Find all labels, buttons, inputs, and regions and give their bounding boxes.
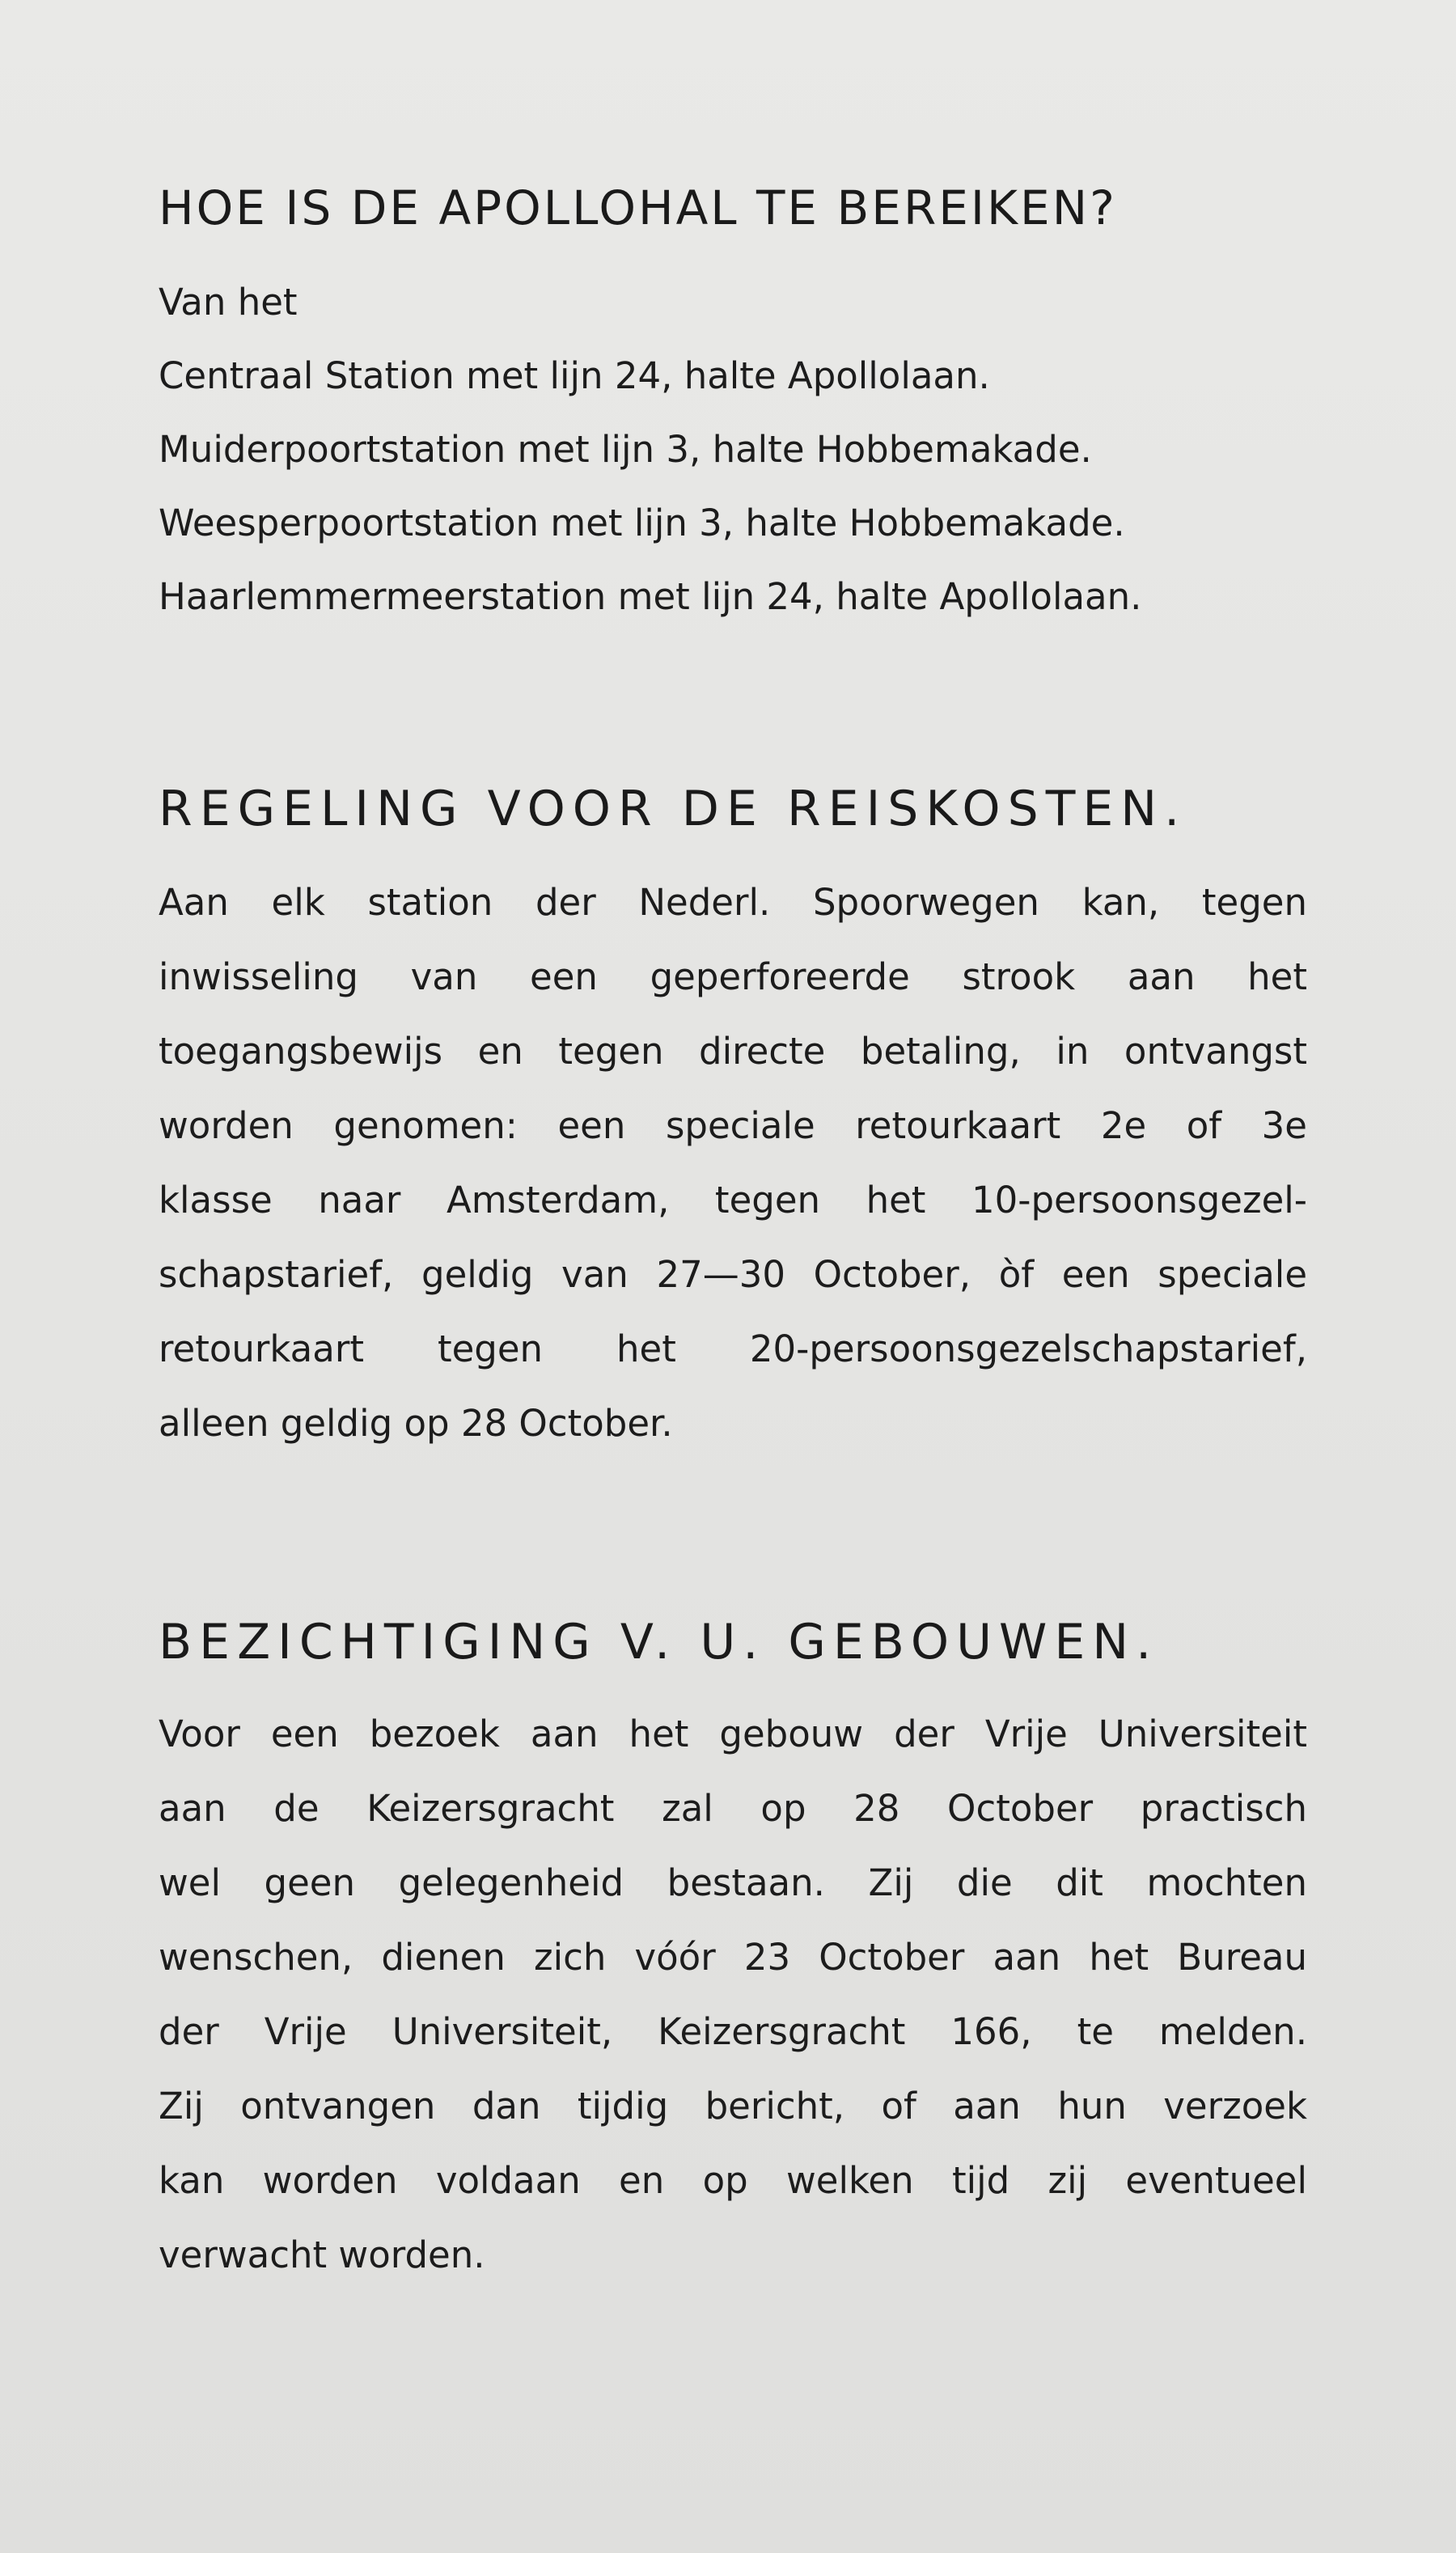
section-travel-costs	[159, 781, 1307, 1461]
text-line: toegangsbewijs en tegen directe betaling, in ontvangst	[159, 1030, 1307, 1073]
text-line: kan worden voldaan en op welken tijd zij eventueel	[159, 2159, 1307, 2202]
text-line: worden genomen: een speciale retourkaart 2e of 3e	[159, 1104, 1307, 1147]
text-line: aan de Keizersgracht zal op 28 October practisch	[159, 1787, 1307, 1830]
text-line: der Vrije Universiteit, Keizersgracht 166, te melden.	[159, 2010, 1307, 2053]
text-line: inwisseling van een geperforeerde strook aan het	[159, 955, 1307, 998]
text-line: Voor een bezoek aan het gebouw der Vrije Universiteit	[159, 1713, 1307, 1755]
text-line: retourkaart tegen het 20-persoonsgezelschapstarief,	[159, 1327, 1307, 1370]
text-line: Centraal Station met lijn 24, halte Apollolaan.	[159, 354, 990, 397]
text-line: Zij ontvangen dan tijdig bericht, of aan hun verzoek	[159, 2085, 1307, 2128]
text-line: alleen geldig op 28 October.	[159, 1402, 673, 1445]
section-heading: BEZICHTIGING V. U. GEBOUWEN.	[159, 1614, 1159, 1670]
text-line: wel geen gelegenheid bestaan. Zij die dit mochten	[159, 1861, 1307, 1904]
route-list	[159, 265, 1307, 633]
section-heading: REGELING VOOR DE REISKOSTEN.	[159, 781, 1187, 837]
text-line: Weesperpoortstation met lijn 3, halte Hobbemakade.	[159, 502, 1125, 544]
paragraph	[159, 1697, 1307, 2293]
text-line: Van het	[159, 281, 298, 324]
text-line: Aan elk station der Nederl. Spoorwegen kan, tegen	[159, 881, 1307, 924]
text-line: Muiderpoortstation met lijn 3, halte Hobbemakade.	[159, 428, 1092, 471]
text-line: verwacht worden.	[159, 2233, 485, 2276]
paragraph	[159, 866, 1307, 1461]
text-line: Haarlemmermeerstation met lijn 24, halte Apollolaan.	[159, 575, 1142, 618]
text-line: schapstarief, geldig van 27—30 October, òf een speciale	[159, 1253, 1307, 1296]
text-line: klasse naar Amsterdam, tegen het 10-persoonsgezel-	[159, 1179, 1307, 1221]
section-building-visit	[159, 1614, 1307, 2293]
section-apollohal-route	[159, 180, 1307, 633]
section-heading: HOE IS DE APOLLOHAL TE BEREIKEN?	[159, 180, 1117, 235]
text-line: wenschen, dienen zich vóór 23 October aan het Bureau	[159, 1936, 1307, 1979]
